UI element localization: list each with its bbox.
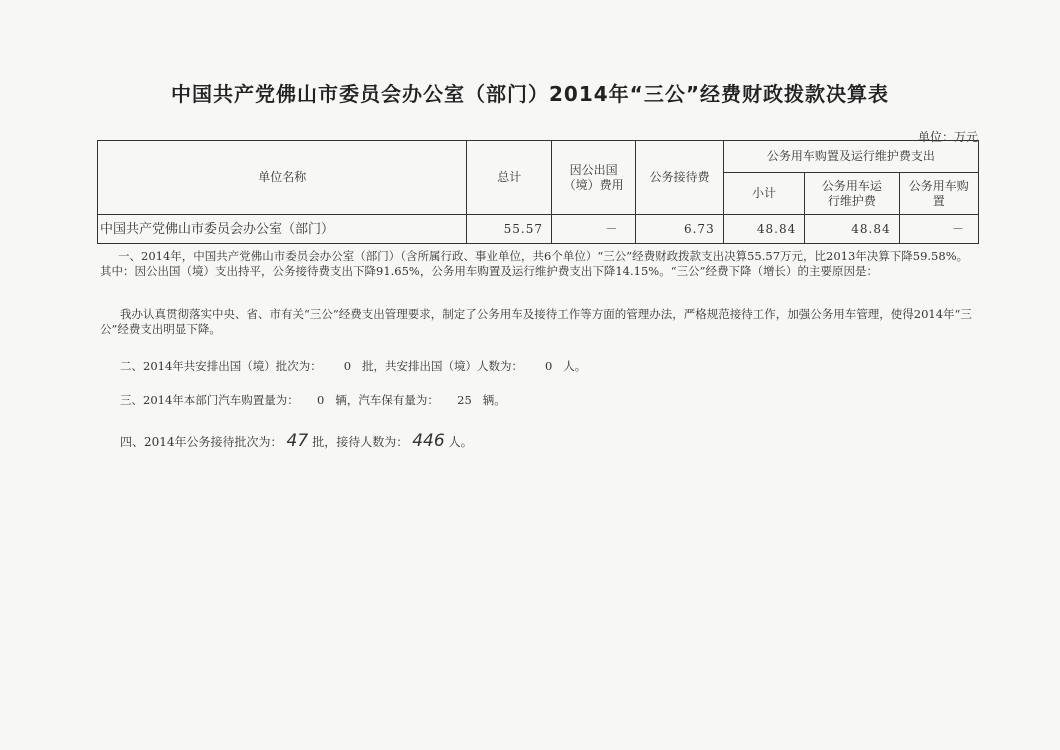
- header-total: 总计: [467, 141, 552, 215]
- l4-text-c: 辆。: [482, 393, 506, 407]
- l5-value-batches-handwritten: 47: [286, 431, 309, 451]
- l5-text-a: 四、2014年公务接待批次为：: [120, 435, 283, 449]
- document-title: 中国共产党佛山市委员会办公室（部门）2014年“三公”经费财政拨款决算表: [171, 82, 889, 106]
- header-buy-line2: 置: [932, 193, 945, 208]
- cell-subtotal: 48.84: [723, 215, 805, 244]
- l3-value-batches: 0: [343, 359, 352, 373]
- header-abroad: [551, 141, 635, 215]
- header-run-line1: 公务用车运: [821, 178, 882, 193]
- l4-value-purchased: 0: [317, 393, 325, 407]
- l5-text-c: 人。: [448, 435, 473, 449]
- cell-abroad: －: [551, 215, 635, 244]
- l4-text-b: 辆，汽车保有量为：: [335, 393, 439, 407]
- paragraph-summary: 一、2014年，中国共产党佛山市委员会办公室（部门）（含所属行政、事业单位，共6个单位）“三公”经费财政拨款支出决算55.57万元，比2013年决算下降59.58%。其中：因公出国（境）支出持平，公务接待费支出下降91.65%，公务用车购置及运行维护费支出下降14.15%。“三公”经费下降（增长）的主要原因是：: [100, 249, 969, 278]
- header-vehicle-purchase: [899, 173, 978, 215]
- header-vehicle-running: [805, 173, 899, 215]
- unit-label: 单位：万元: [917, 130, 978, 144]
- expense-table: [97, 140, 979, 244]
- header-subtotal: 小计: [723, 173, 805, 215]
- l3-text-a: 二、2014年共安排出国（境）批次为：: [120, 359, 322, 373]
- header-abroad-line2: （境）费用: [563, 177, 624, 192]
- l4-value-owned: 25: [457, 393, 472, 407]
- l3-value-people: 0: [544, 359, 553, 373]
- header-unit-name: 单位名称: [98, 141, 467, 215]
- line-abroad-trips: [120, 358, 586, 374]
- line-reception: [120, 431, 473, 451]
- l5-value-people-handwritten: 446: [412, 431, 445, 451]
- cell-total: 55.57: [467, 215, 552, 244]
- table-row: [98, 215, 979, 244]
- line-vehicles: [120, 392, 506, 408]
- header-vehicle-group: 公务用车购置及运行维护费支出: [723, 141, 978, 173]
- cell-unit-name: 中国共产党佛山市委员会办公室（部门）: [98, 215, 467, 244]
- cell-vehicle-running: 48.84: [805, 215, 899, 244]
- paragraph-reason: 我办认真贯彻落实中央、省、市有关“三公”经费支出管理要求，制定了公务用车及接待工作等方面的管理办法，严格规范接待工作，加强公务用车管理，使得2014年“三公”经费支出明显下降。: [100, 307, 972, 336]
- cell-reception: 6.73: [636, 215, 723, 244]
- header-run-line2: 行维护费: [827, 193, 876, 208]
- l5-text-b: 批，接待人数为：: [312, 435, 409, 449]
- l4-text-a: 三、2014年本部门汽车购置量为：: [120, 393, 299, 407]
- header-abroad-line1: 因公出国: [569, 162, 618, 177]
- table-header-row: [98, 141, 979, 173]
- l3-text-c: 人。: [563, 359, 587, 373]
- cell-vehicle-purchase: －: [899, 215, 978, 244]
- l3-text-b: 批，共安排出国（境）人数为：: [362, 359, 523, 373]
- header-reception: 公务接待费: [636, 141, 723, 215]
- header-buy-line1: 公务用车购: [908, 178, 969, 193]
